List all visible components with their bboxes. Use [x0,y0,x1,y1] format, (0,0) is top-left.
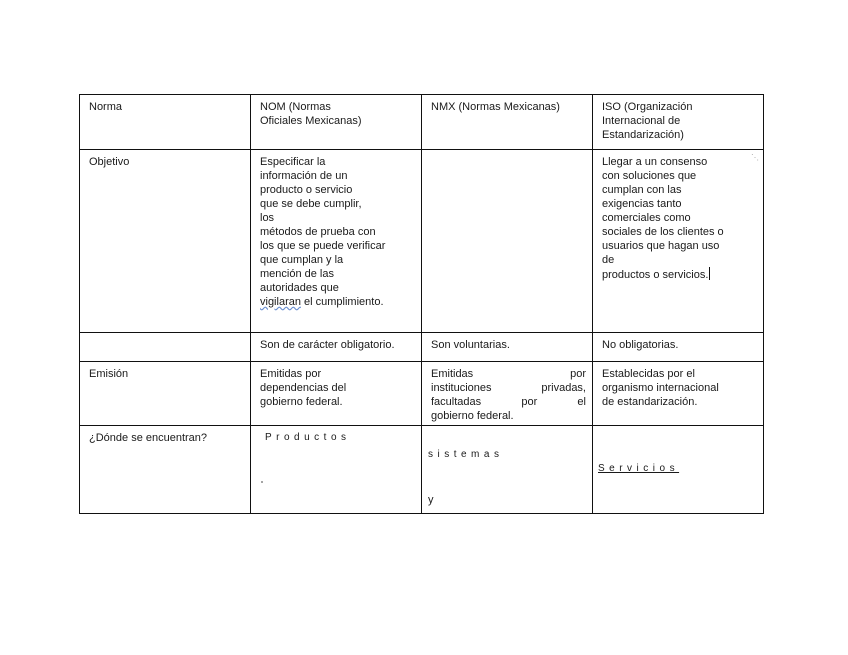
text-cursor [709,267,710,280]
table-row [80,95,764,150]
cell-text: NOM (Normas Oficiales Mexicanas) [260,101,362,127]
cell-text: No obligatorias. [602,339,679,351]
cell-text: Son voluntarias. [431,339,510,351]
cell-nom-emision[interactable] [251,362,422,426]
cell-iso-donde[interactable] [593,426,764,514]
cell-text: ¿Dónde se encuentran? [89,432,208,444]
conjunction-text: y [428,494,434,506]
cell-text: Establecidas por el organismo internacional de estandarización. [602,368,719,408]
stray-mark [261,481,263,483]
cell-text: ISO (Organización Internacional de Estandarización) [602,101,693,141]
cell-norma-label[interactable] [80,95,251,150]
table-row [80,150,764,333]
cell-text: NMX (Normas Mexicanas) [431,101,560,113]
text-line: facultadas por el [431,396,586,408]
table-row [80,362,764,426]
spellcheck-word[interactable]: vigilaran [260,296,301,308]
cell-text: Objetivo [89,156,130,168]
cell-nmx-emision[interactable] [422,362,593,426]
systems-text: sistemas [428,449,504,460]
cell-donde-label[interactable] [80,426,251,514]
table-row [80,333,764,362]
cell-iso-no-obligatorias[interactable] [593,333,764,362]
cell-empty-label[interactable] [80,333,251,362]
products-text: Productos [265,432,351,443]
cell-iso-emision[interactable] [593,362,764,426]
cell-nmx-objetivo[interactable] [422,150,593,333]
justified-text [431,367,586,423]
cell-nom-header[interactable] [251,95,422,150]
cell-nom-donde[interactable] [251,426,422,514]
norms-comparison-table [79,94,764,514]
text-run: Llegar a un consenso con soluciones que cumplan con las exigencias tanto comerciales como sociales de los clientes o usuarios que hagan uso de productos o servicios. [602,156,724,281]
table-row [80,426,764,514]
cell-text: Son de carácter obligatorio. [260,339,395,351]
cell-text [602,155,757,282]
cell-text: Emitidas por dependencias del gobierno federal. [260,368,347,408]
text-line: Emitidas por [431,368,586,380]
resize-mark-icon: ⋱ [751,153,759,162]
text-line: gobierno federal. [431,410,514,422]
text-run: el cumplimiento. [300,296,384,308]
cell-iso-objetivo[interactable] [593,150,764,333]
cell-text: Norma [89,101,123,113]
cell-text: Emisión [89,368,129,380]
cell-nom-objetivo[interactable] [251,150,422,333]
services-text: Servicios [598,463,680,474]
text-line: instituciones privadas, [431,382,586,394]
cell-emision-label[interactable] [80,362,251,426]
cell-iso-header[interactable] [593,95,764,150]
cell-nom-obligatorio[interactable] [251,333,422,362]
cell-objetivo-label[interactable] [80,150,251,333]
cell-nmx-donde[interactable] [422,426,593,514]
cell-nmx-voluntarias[interactable] [422,333,593,362]
cell-nmx-header[interactable] [422,95,593,150]
cell-text [260,155,415,309]
text-run: Especificar la información de un producto o servicio que se debe cumplir, los métodos de prueba con los que se puede verificar que cumplan y la mención de las autoridades que [260,156,386,294]
